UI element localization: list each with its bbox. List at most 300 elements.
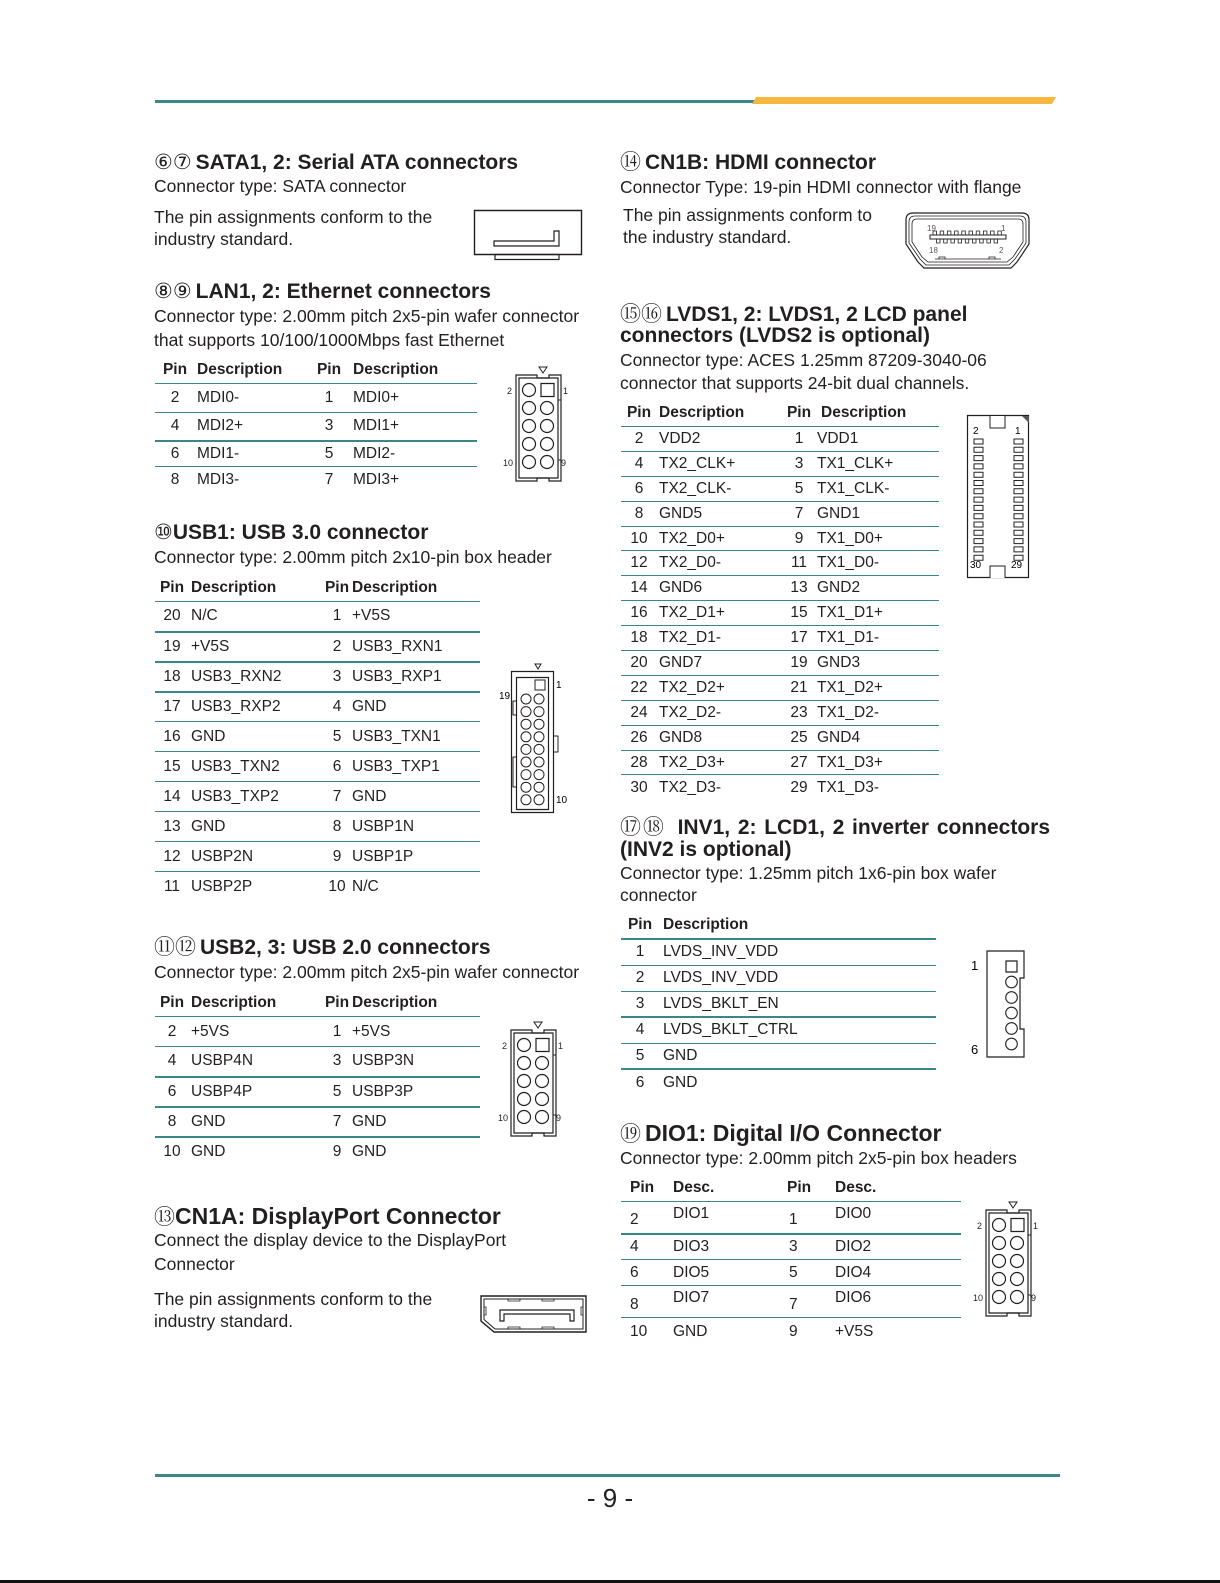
pin-hole	[1006, 1007, 1018, 1019]
pin-number: 13	[155, 812, 189, 842]
pin-description: N/C	[350, 872, 480, 902]
hdmi-connector-type: Connector Type: 19-pin HDMI connector with flange	[620, 177, 1022, 197]
hdmi-diagram-label-2: 2	[999, 246, 1004, 255]
pin-number: 12	[621, 551, 657, 576]
pin-description: MDI1+	[345, 413, 477, 441]
pin-number: 3	[313, 413, 345, 441]
pin-number: 4	[621, 451, 657, 476]
pin-pad	[965, 239, 969, 243]
pin-number: 10	[324, 872, 350, 902]
pin-number: 5	[324, 722, 350, 752]
pin-hole	[534, 795, 544, 805]
pin-description: USB3_RXP1	[350, 662, 480, 692]
pin-number: 9	[783, 526, 815, 551]
pin-pad	[980, 239, 984, 243]
table-row	[621, 651, 939, 676]
inv-title-line2: (INV2 is optional)	[620, 838, 792, 861]
table-row	[621, 1286, 961, 1318]
table-row	[621, 451, 939, 476]
pin-hole	[521, 744, 531, 754]
pin-pad	[955, 231, 959, 235]
pin-hole	[518, 1075, 531, 1088]
table-row	[155, 1017, 480, 1047]
pin-1-square	[1011, 1219, 1024, 1232]
pin-pad	[974, 489, 983, 494]
column-header: Description	[352, 579, 438, 596]
pin-description: MDI0-	[195, 384, 313, 413]
pin-number: 24	[621, 700, 657, 725]
pin-hole	[993, 1237, 1006, 1250]
pin-description: USB3_TXP2	[189, 782, 324, 812]
inv-pin-table	[621, 912, 936, 1095]
pin-number: 2	[621, 427, 657, 452]
pin-description: USBP4N	[189, 1047, 324, 1077]
pin-number: 5	[621, 1043, 659, 1069]
pin-number: 16	[621, 601, 657, 626]
diagram-pin-label: 10	[973, 1293, 984, 1303]
pin-description: TX2_D0+	[657, 526, 783, 551]
pin-description: TX1_D0-	[815, 551, 939, 576]
table-row	[621, 427, 939, 452]
pin-description: USBP2P	[189, 872, 324, 902]
table-row	[155, 752, 480, 782]
pin-description: MDI3+	[345, 467, 477, 493]
table-row	[621, 551, 939, 576]
pin-number: 30	[621, 775, 657, 800]
pin-number: 2	[324, 632, 350, 662]
pin-number: 1	[324, 602, 350, 632]
pin-hole	[1011, 1273, 1024, 1286]
pin-pad	[1014, 522, 1023, 527]
pin-description: GND	[659, 1069, 936, 1095]
pin-description: TX2_D2-	[657, 700, 783, 725]
dio-title-text: DIO1: Digital I/O Connector	[645, 1120, 942, 1146]
pin-hole	[1006, 1023, 1018, 1035]
pin-number: 21	[783, 675, 815, 700]
table-row	[155, 384, 477, 413]
pin-description: USB3_RXN2	[189, 662, 324, 692]
inv-connector-diagram	[965, 950, 1030, 1062]
lvds-connector-type-line2: connector that supports 24-bit dual channels.	[620, 373, 970, 393]
pin-description: LVDS_BKLT_EN	[659, 991, 936, 1017]
pin-description: GND	[659, 1043, 936, 1069]
pin-hole	[534, 757, 544, 767]
pin-description: +V5S	[189, 632, 324, 662]
pin-description: TX2_CLK+	[657, 451, 783, 476]
pin-description: MDI3-	[195, 467, 313, 493]
pin-number: 4	[155, 413, 195, 441]
table-row	[155, 722, 480, 752]
pin-1-square	[536, 1039, 549, 1052]
dio-section-number: ⑲	[620, 1123, 641, 1146]
pin-description: DIO6	[835, 1286, 961, 1318]
pin-hole	[1011, 1255, 1024, 1268]
lan-pin-table	[155, 357, 477, 493]
pin-hole	[1011, 1237, 1024, 1250]
pin-description: USB3_RXP2	[189, 692, 324, 722]
column-header: Description	[352, 994, 438, 1011]
pin-number: 2	[155, 1017, 189, 1047]
column-header: Pin	[159, 579, 185, 596]
pin-number: 14	[621, 576, 657, 601]
pin-number: 3	[324, 1047, 350, 1077]
lan-title-text: LAN1, 2: Ethernet connectors	[195, 280, 491, 303]
pin-description: GND8	[657, 725, 783, 750]
hdmi-connector-diagram	[905, 212, 1030, 270]
dp-note-line1: The pin assignments conform to the	[154, 1289, 433, 1309]
usb2-section-number: ⑪⑫	[154, 936, 196, 959]
pin-description: TX2_D0-	[657, 551, 783, 576]
lan-section-title	[154, 281, 491, 303]
usb2-connector-type: Connector type: 2.00mm pitch 2x5-pin wafer connector	[154, 962, 580, 982]
pin-description: USBP4P	[189, 1077, 324, 1107]
diagram-pin-label: 10	[503, 458, 514, 468]
pin-description: +5VS	[189, 1017, 324, 1047]
table-row	[155, 842, 480, 872]
pin-number: 6	[621, 1260, 673, 1286]
table-row	[621, 725, 939, 750]
pin-number: 28	[621, 750, 657, 775]
pin-number: 1	[783, 427, 815, 452]
sata-section-number: ⑥⑦	[154, 151, 192, 174]
pin-pad	[974, 497, 983, 502]
pin-hole	[518, 1057, 531, 1070]
pin-description: GND	[189, 1137, 324, 1167]
pin-description: TX1_CLK+	[815, 451, 939, 476]
lvds-connector-diagram	[967, 415, 1032, 580]
inv-diagram-label-6: 6	[971, 1042, 979, 1057]
dio-connector-diagram	[975, 1200, 1040, 1318]
page-number: - 9 -	[586, 1483, 634, 1513]
dp-description-line1: Connect the display device to the DisplayPort	[154, 1230, 507, 1250]
pin-description: TX1_CLK-	[815, 476, 939, 501]
diagram-pin-label: 2	[507, 386, 513, 396]
pin-description: MDI2+	[195, 413, 313, 441]
lvds-diagram-label-1: 1	[1015, 426, 1021, 437]
pin-number: 8	[155, 1107, 189, 1137]
usb3-section-title	[154, 522, 428, 544]
inv-title-line1: INV1, 2: LCD1, 2 inverter connectors	[677, 816, 1051, 839]
pin-description: DIO7	[673, 1286, 787, 1318]
pin-description: GND	[189, 1107, 324, 1137]
pin-number: 7	[324, 782, 350, 812]
lvds-title-line2: connectors (LVDS2 is optional)	[620, 324, 930, 347]
pin-pad	[974, 505, 983, 510]
table-header-row	[155, 357, 477, 384]
pin-pad	[974, 514, 983, 519]
column-header: Pin	[324, 994, 350, 1011]
pin-pad	[937, 239, 941, 243]
pin-pad	[1014, 456, 1023, 461]
table-row	[155, 812, 480, 842]
pin-number: 4	[621, 1017, 659, 1043]
usb3-section-number: ⑩	[154, 521, 173, 544]
pin-description: GND6	[657, 576, 783, 601]
pin-number: 3	[324, 662, 350, 692]
pin-pad	[1014, 439, 1023, 444]
table-row	[155, 1077, 480, 1107]
pin-hole	[993, 1291, 1006, 1304]
pin-pad	[983, 231, 987, 235]
pin-number: 18	[621, 626, 657, 651]
pin-description: GND	[189, 722, 324, 752]
pin-description: TX1_D3-	[815, 775, 939, 800]
pin-number: 10	[621, 526, 657, 551]
pin-number: 7	[324, 1107, 350, 1137]
pin-pad	[1014, 547, 1023, 552]
pin-number: 26	[621, 725, 657, 750]
usb3-diagram-label-19: 19	[499, 691, 511, 702]
dp-section-title	[154, 1204, 501, 1230]
hdmi-diagram-label-18: 18	[929, 246, 938, 255]
table-row	[155, 872, 480, 902]
column-header: Pin	[786, 404, 812, 421]
pin-hole	[523, 438, 536, 451]
column-header: Description	[191, 579, 277, 596]
pin-hole	[536, 1057, 549, 1070]
pin-description: GND2	[815, 576, 939, 601]
pin-number: 9	[324, 1137, 350, 1167]
table-row	[621, 1017, 936, 1043]
usb2-section-title	[154, 937, 491, 959]
dp-section-number: ⑬	[154, 1206, 175, 1229]
table-row	[621, 965, 936, 991]
sata-title-text: SATA1, 2: Serial ATA connectors	[195, 151, 519, 174]
pin-number: 3	[783, 451, 815, 476]
pin-number: 6	[621, 1069, 659, 1095]
pin-number: 22	[621, 675, 657, 700]
pin-pad	[1014, 539, 1023, 544]
pin-pad	[974, 472, 983, 477]
pin-pad	[1014, 497, 1023, 502]
pin-number: 2	[155, 384, 195, 413]
pin-description: USB3_TXN2	[189, 752, 324, 782]
dp-note-line2: industry standard.	[154, 1311, 294, 1331]
pin-number: 10	[155, 1137, 189, 1167]
column-header: Desc.	[673, 1179, 715, 1196]
table-row	[155, 1137, 480, 1167]
pin-hole	[1011, 1291, 1024, 1304]
table-row	[621, 501, 939, 526]
pin-description: TX2_CLK-	[657, 476, 783, 501]
table-row	[621, 476, 939, 501]
pin-number: 5	[787, 1260, 835, 1286]
table-row	[155, 441, 477, 467]
pin-description: USB3_TXN1	[350, 722, 480, 752]
pin-number: 2	[621, 1202, 673, 1234]
pin-number: 10	[621, 1318, 673, 1346]
pin-number: 6	[324, 752, 350, 782]
pin-pad	[1014, 447, 1023, 452]
pin-hole	[993, 1219, 1006, 1232]
pin-number: 2	[621, 965, 659, 991]
inv-section-number: ⑰⑱	[620, 816, 666, 839]
pin-description: DIO2	[835, 1234, 961, 1260]
pin-description: VDD2	[657, 427, 783, 452]
column-header: Pin	[630, 1179, 655, 1196]
table-row	[621, 526, 939, 551]
pin-description: TX1_D1-	[815, 626, 939, 651]
pin-description: GND3	[815, 651, 939, 676]
pin-number: 4	[621, 1234, 673, 1260]
pin-number: 23	[783, 700, 815, 725]
pin-pad	[969, 231, 973, 235]
pin-pad	[951, 239, 955, 243]
pin-number: 1	[324, 1017, 350, 1047]
pin-hole	[1006, 976, 1018, 988]
table-row	[621, 576, 939, 601]
pin-description: GND4	[815, 725, 939, 750]
usb3-diagram-label-10: 10	[556, 795, 568, 806]
table-row	[155, 662, 480, 692]
pin-description: MDI1-	[195, 441, 313, 467]
hdmi-diagram-label-19: 19	[927, 224, 936, 233]
table-row	[155, 413, 477, 441]
pin-hole	[523, 456, 536, 469]
pin-description: TX2_D2+	[657, 675, 783, 700]
pin-hole	[536, 1111, 549, 1124]
pin-number: 19	[155, 632, 189, 662]
table-row	[621, 1043, 936, 1069]
lvds-connector-type-line1: Connector type: ACES 1.25mm 87209-3040-06	[620, 350, 987, 370]
table-row	[621, 991, 936, 1017]
pin-pad	[1014, 472, 1023, 477]
lan-connector-diagram	[505, 365, 570, 483]
pin-number: 6	[621, 476, 657, 501]
pin-pad	[1014, 464, 1023, 469]
pin-hole	[541, 438, 554, 451]
pin-number: 7	[783, 501, 815, 526]
pin-description: DIO0	[835, 1202, 961, 1234]
pin-number: 8	[324, 812, 350, 842]
pin-hole	[541, 402, 554, 415]
pin-description: MDI0+	[345, 384, 477, 413]
pin-number: 3	[787, 1234, 835, 1260]
column-header: Pin	[324, 579, 350, 596]
pin-hole	[521, 694, 531, 704]
pin-description: GND	[673, 1318, 787, 1346]
hdmi-section-number: ⑭	[620, 151, 641, 174]
pin-pad	[940, 231, 944, 235]
pin-number: 11	[783, 551, 815, 576]
pin-description: +V5S	[835, 1318, 961, 1346]
pin-pad	[962, 231, 966, 235]
pin-number: 17	[783, 626, 815, 651]
pin-description: USB3_TXP1	[350, 752, 480, 782]
sata-note-line2: industry standard.	[154, 229, 294, 249]
pin-pad	[974, 539, 983, 544]
lvds-section-title	[620, 304, 967, 326]
pin-number: 11	[155, 872, 189, 902]
usb2-title-text: USB2, 3: USB 2.0 connectors	[200, 936, 491, 959]
pin-pad	[974, 547, 983, 552]
pin-pad	[976, 231, 980, 235]
pin-number: 5	[313, 441, 345, 467]
pin-hole	[534, 782, 544, 792]
lvds-pin-table	[621, 400, 939, 800]
pin-number: 3	[621, 991, 659, 1017]
pin-number: 6	[155, 1077, 189, 1107]
pin-description: LVDS_BKLT_CTRL	[659, 1017, 936, 1043]
pin-description: USBP1P	[350, 842, 480, 872]
pin-hole	[534, 770, 544, 780]
pin-description: GND1	[815, 501, 939, 526]
pin-hole	[521, 719, 531, 729]
dio-connector-type: Connector type: 2.00mm pitch 2x5-pin box headers	[620, 1148, 1017, 1168]
pin-number: 14	[155, 782, 189, 812]
pin-number: 8	[621, 501, 657, 526]
diagram-pin-label: 2	[502, 1041, 508, 1051]
pin-hole	[521, 795, 531, 805]
hdmi-section-title	[620, 152, 876, 174]
pin-hole	[518, 1093, 531, 1106]
pin-hole	[518, 1039, 531, 1052]
pin-number: 13	[783, 576, 815, 601]
pin-description: GND	[350, 782, 480, 812]
pin-number: 5	[783, 476, 815, 501]
pin-number: 17	[155, 692, 189, 722]
pin-hole	[541, 420, 554, 433]
column-header: Description	[191, 994, 277, 1011]
usb3-diagram-label-1: 1	[556, 680, 562, 691]
pin-hole	[521, 732, 531, 742]
pin-hole	[541, 456, 554, 469]
pin-hole	[1006, 992, 1018, 1004]
pin-number: 9	[324, 842, 350, 872]
table-row	[621, 601, 939, 626]
table-row	[621, 1069, 936, 1095]
lvds-section-number: ⑮⑯	[620, 303, 662, 326]
pin-hole	[534, 719, 544, 729]
column-header: Pin	[162, 361, 188, 378]
diagram-pin-label: 1	[558, 1041, 564, 1051]
pin-description: USBP2N	[189, 842, 324, 872]
pin-hole	[523, 384, 536, 397]
pin-description: USBP3N	[350, 1047, 480, 1077]
inv-diagram-label-1: 1	[971, 958, 979, 973]
pin-description: GND5	[657, 501, 783, 526]
pin-description: VDD1	[815, 427, 939, 452]
pin-pad	[994, 239, 998, 243]
pin-description: LVDS_INV_VDD	[659, 939, 936, 965]
lan-connector-type-line1: Connector type: 2.00mm pitch 2x5-pin wafer connector	[154, 306, 580, 326]
lvds-title-line1: LVDS1, 2: LVDS1, 2 LCD panel	[666, 303, 968, 326]
diagram-pin-label: 9	[556, 1113, 562, 1123]
pin-number: 18	[155, 662, 189, 692]
footer-rule	[155, 1474, 1060, 1477]
pin-number: 7	[313, 467, 345, 493]
diagram-pin-label: 9	[561, 458, 567, 468]
pin-pad	[991, 231, 995, 235]
table-row	[155, 1047, 480, 1077]
diagram-pin-label: 9	[1031, 1293, 1037, 1303]
inv-connector-type-line1: Connector type: 1.25mm pitch 1x6-pin box wafer	[620, 863, 997, 883]
pin-pad	[973, 239, 977, 243]
pin-description: MDI2-	[345, 441, 477, 467]
header-accent-bar	[752, 97, 1056, 104]
table-row	[621, 1234, 961, 1260]
pin-hole	[536, 1093, 549, 1106]
column-header: Description	[821, 404, 907, 421]
pin-pad	[1014, 530, 1023, 535]
table-row	[621, 939, 936, 965]
pin-description: +V5S	[350, 602, 480, 632]
lvds-diagram-label-30: 30	[970, 560, 982, 571]
pin-description: USBP3P	[350, 1077, 480, 1107]
pin-number: 27	[783, 750, 815, 775]
pin-hole	[534, 744, 544, 754]
pin-number: 4	[155, 1047, 189, 1077]
